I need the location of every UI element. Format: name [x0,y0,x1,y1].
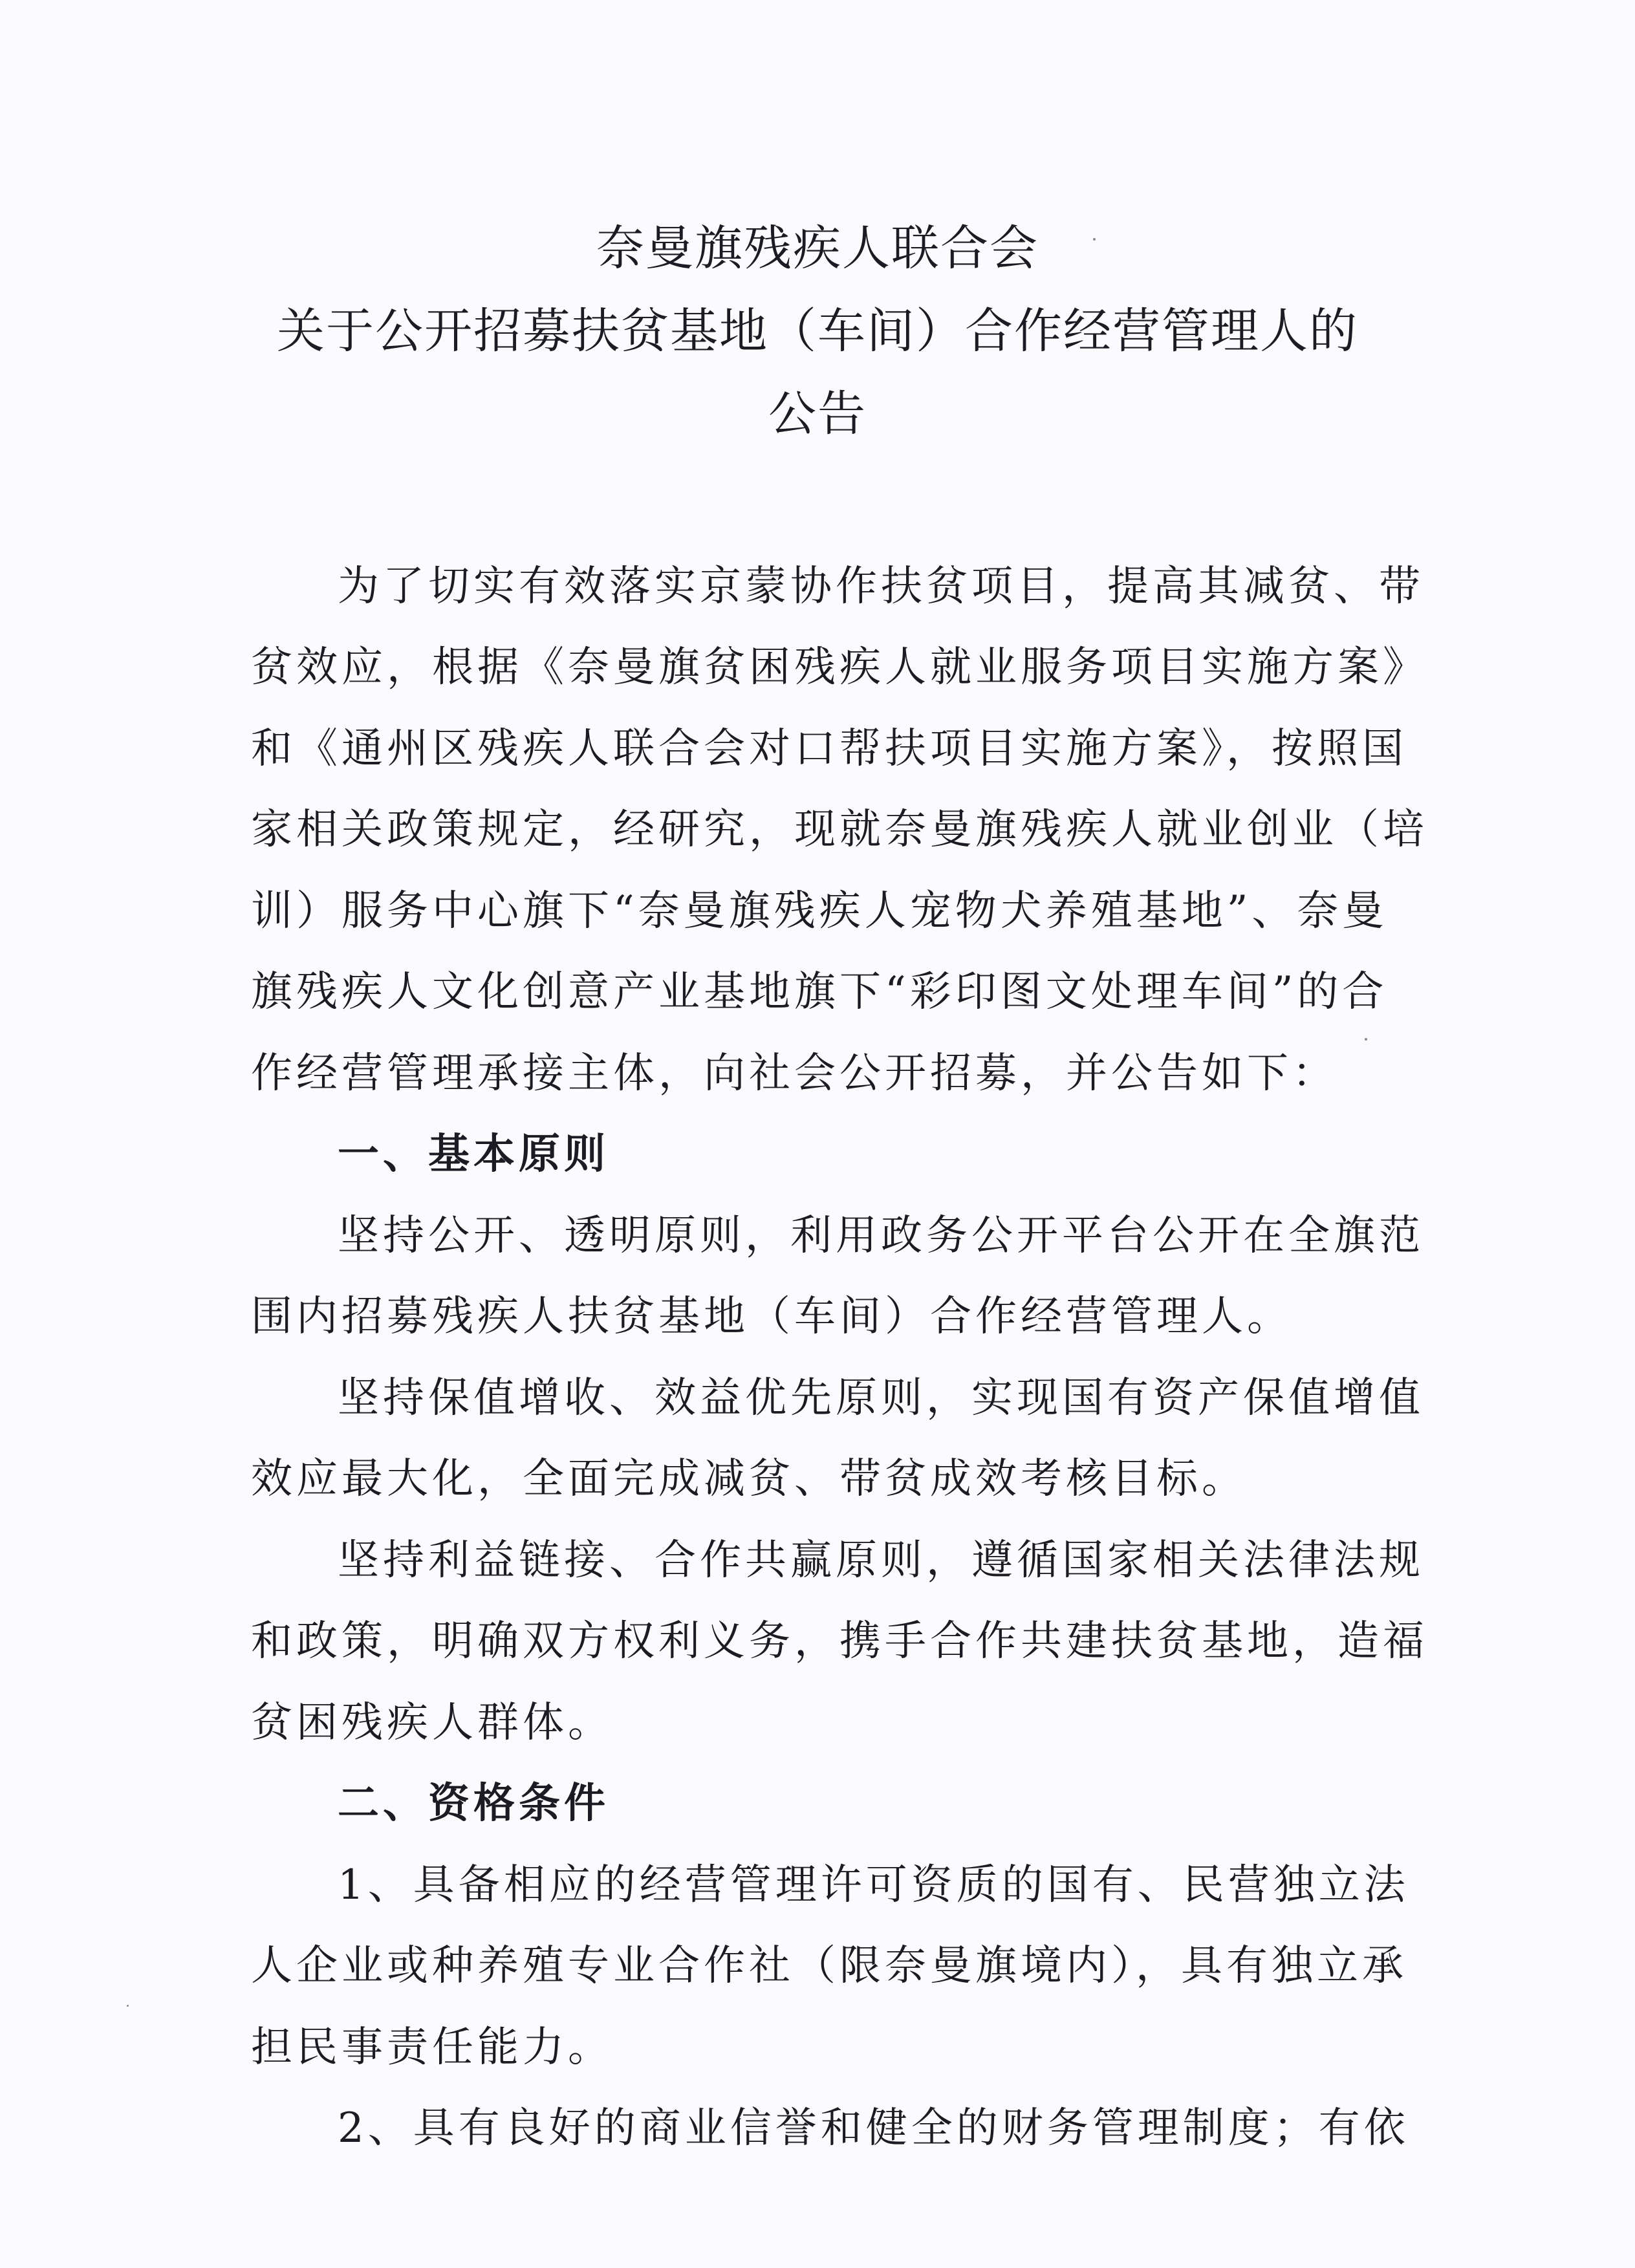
section-heading-qualifications: 二、资格条件 [338,1779,609,1828]
paragraph-line: 为了切实有效落实京蒙协作扶贫项目，提高其减贫、带 [338,563,1424,610]
document-title [0,207,1635,455]
paragraph-line: 和政策，明确双方权利义务，携手合作共建扶贫基地，造福 [251,1617,1428,1665]
paragraph-line: 贫效应，根据《奈曼旗贫困残疾人就业服务项目实施方案》 [251,643,1428,691]
paragraph-line: 训）服务中心旗下“奈曼旗残疾人宠物犬养殖基地”、奈曼 [251,887,1388,935]
paragraph-line: 担民事责任能力。 [251,2024,613,2071]
paragraph-line: 家相关政策规定，经研究，现就奈曼旗残疾人就业创业（培 [251,806,1428,854]
scan-speck [127,2005,129,2007]
paragraph-line: 坚持公开、透明原则，利用政务公开平台公开在全旗范 [338,1212,1424,1260]
section-heading-basic-principles: 一、基本原则 [338,1130,609,1178]
paragraph-line: 旗残疾人文化创意产业基地旗下“彩印图文处理车间”的合 [251,968,1388,1016]
paragraph-line: 作经营管理承接主体，向社会公开招募，并公告如下： [251,1050,1337,1097]
paragraph-line: 贫困残疾人群体。 [251,1699,613,1747]
paragraph-line: 坚持利益链接、合作共赢原则，遵循国家相关法律法规 [338,1537,1424,1584]
paragraph-line: 和《通州区残疾人联合会对口帮扶项目实施方案》，按照国 [251,725,1407,773]
paragraph-line: 2、具有良好的商业信誉和健全的财务管理制度；有依 [338,2104,1409,2152]
paragraph-line: 人企业或种养殖专业合作社（限奈曼旗境内），具有独立承 [251,1942,1407,1990]
title-line-organization: 奈曼旗残疾人联合会 [596,221,1039,276]
paragraph-line: 围内招募残疾人扶贫基地（车间）合作经营管理人。 [251,1293,1292,1341]
title-line-subject: 关于公开招募扶贫基地（车间）合作经营管理人的 [277,303,1358,359]
scan-speck [1365,1038,1367,1041]
title-line-notice: 公告 [768,386,867,442]
paragraph-line: 坚持保值增收、效益优先原则，实现国有资产保值增值 [338,1374,1424,1422]
paragraph-line: 效应最大化，全面完成减贫、带贫成效考核目标。 [251,1455,1247,1503]
scan-speck [1093,238,1096,241]
paragraph-line: 1、具备相应的经营管理许可资质的国有、民营独立法 [338,1861,1409,1909]
